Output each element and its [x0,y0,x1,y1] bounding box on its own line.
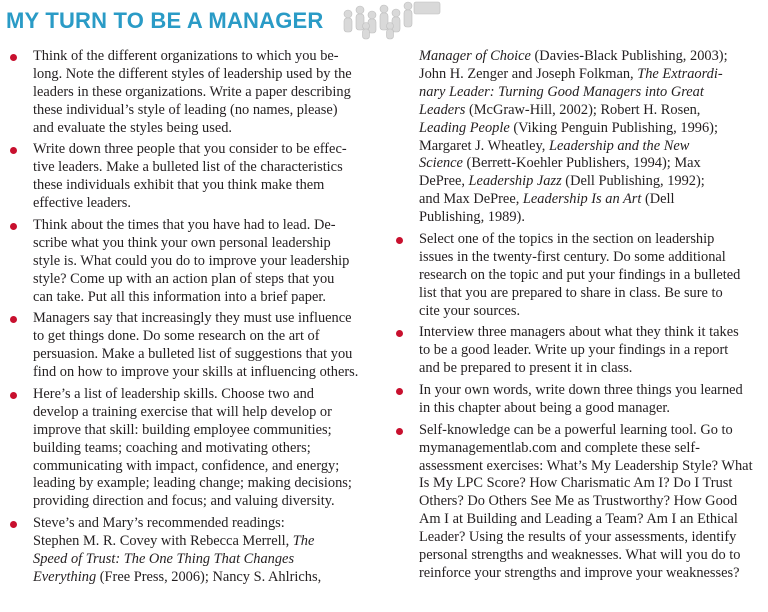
right_items-bullet-item [396,231,768,321]
text-line: Manager of Choice (Davies-Black Publishing, 2003); [419,48,728,64]
text-line: leading by example; leading change; making decisions; [33,475,352,492]
left_items-bullet-item [10,48,376,138]
left_items-bullet-item [10,515,376,587]
text-line: these individuals exhibit that you think make them [33,177,325,194]
text-line: in this chapter about being a good manager. [419,399,670,416]
text-line: can take. Put all this information into a brief paper. [33,288,326,305]
left_items-bullet-item [10,386,376,511]
text-line: DePree, Leadership Jazz (Dell Publishing, 1992); [419,173,705,190]
text-line: scribe what you think your own personal leadership [33,234,331,251]
text-line: and Max DePree, Leadership Is an Art (Dell [419,191,675,208]
text-line: to get things done. Do some research on the art of [33,328,320,345]
text-line: Here’s a list of leadership skills. Choose two and [33,385,314,402]
text-line: research on the topic and put your findings in a bulleted [419,266,741,283]
text-line: Margaret J. Wheatley, Leadership and the New [419,137,690,154]
text-line: to be a good leader. Write up your findings in a report [419,342,729,359]
text-line: Managers say that increasingly they must use influence [33,310,352,327]
bullet-dot-icon [396,428,403,435]
bullet-dot-icon [396,237,403,244]
text-line: reinforce your strengths and improve your weaknesses? [419,564,740,581]
text-line: Leading People (Viking Penguin Publishing, 1996); [419,119,718,136]
text-line: Others? Do Others See Me as Trustworthy? How Good [419,493,738,510]
text-line: Leaders (McGraw-Hill, 2002); Robert H. Rosen, [419,101,701,118]
right_items-bullet-item [396,324,768,378]
bullet-dot-icon [396,330,403,337]
bullet-dot-icon [10,316,17,323]
right_items-bullet-item [396,382,768,418]
text-line: assessment exercises: What’s My Leadership Style? What [419,457,753,474]
bullet-dot-icon [10,521,17,528]
left_items-bullet-item [10,217,376,307]
text-line: develop a training exercise that will help develop or [33,403,332,420]
text-line: Leader? Using the results of your assessments, identify [419,529,737,546]
text-line: and evaluate the styles being used. [33,119,233,136]
text-line: and be prepared to present it in class. [419,360,633,377]
bullet-dot-icon [10,54,17,61]
text-line: personal strengths and weaknesses. What will you do to [419,547,741,564]
text-line: building teams; coaching and motivating others; [33,439,311,456]
text-line: Think of the different organizations to which you be- [33,48,339,64]
text-line: long. Note the different styles of leadership used by the [33,65,352,82]
text-line: providing direction and focus; and valuing diversity. [33,493,335,510]
text-line: effective leaders. [33,195,132,212]
text-line: leaders in these organizations. Write a paper describing [33,83,351,100]
text-line: style? Come up with an action plan of steps that you [33,270,335,287]
right-column [396,48,768,587]
text-line: Think about the times that you have had to lead. De- [33,216,336,233]
bullet-dot-icon [396,388,403,395]
text-line: nary Leader: Turning Good Managers into Great [419,83,704,100]
text-line: style is. What could you do to improve your leadership [33,252,350,269]
text-line: Interview three managers about what they think it takes [419,324,739,341]
text-line: Self-knowledge can be a powerful learning tool. Go to [419,421,733,438]
readings-continued [396,48,768,227]
text-line: Write down three people that you consider to be effec- [33,141,347,158]
text-line: Select one of the topics in the section on leadership [419,230,715,247]
bullet-dot-icon [10,392,17,399]
text-line: Everything (Free Press, 2006); Nancy S. Ahlrichs, [33,568,322,585]
text-line: Steve’s and Mary’s recommended readings: [33,515,285,532]
text-line: Science (Berrett-Koehler Publishers, 1994); Max [419,155,701,172]
bullet-dot-icon [10,147,17,154]
text-line: John H. Zenger and Joseph Folkman, The Extraordi- [419,65,723,82]
text-line: list that you are prepared to share in class. Be sure to [419,284,723,301]
text-line: Is My LPC Score? How Charismatic Am I? Do I Trust [419,475,733,492]
text-line: communicating with impact, confidence, and energy; [33,457,340,474]
text-line: issues in the twenty-first century. Do some additional [419,248,726,265]
text-line: tive leaders. Make a bulleted list of the characteristics [33,159,343,176]
left_items-bullet-item [10,310,376,382]
text-line: Am I at Building and Leading a Team? Am I an Ethical [419,511,738,528]
text-line: improve that skill: building employee communities; [33,421,332,438]
text-line: find on how to improve your skills at influencing others. [33,364,359,381]
text-line: persuasion. Make a bulleted list of suggestions that you [33,346,353,363]
right_items-bullet-item [396,422,768,583]
bullet-dot-icon [10,223,17,230]
text-line: Publishing, 1989). [419,209,525,226]
text-line: Speed of Trust: The One Thing That Changes [33,550,295,567]
people-crowd-illustration [336,0,446,44]
text-line: Stephen M. R. Covey with Rebecca Merrell, The [33,533,315,550]
text-line: cite your sources. [419,302,521,319]
text-line: mymanagementlab.com and complete these self- [419,439,700,456]
text-line: In your own words, write down three things you learned [419,381,743,398]
left_items-bullet-item [10,141,376,213]
left-column [10,48,376,591]
page-title: MY TURN TO BE A MANAGER [6,8,324,33]
text-line: these individual’s style of leading (no names, please) [33,101,338,118]
